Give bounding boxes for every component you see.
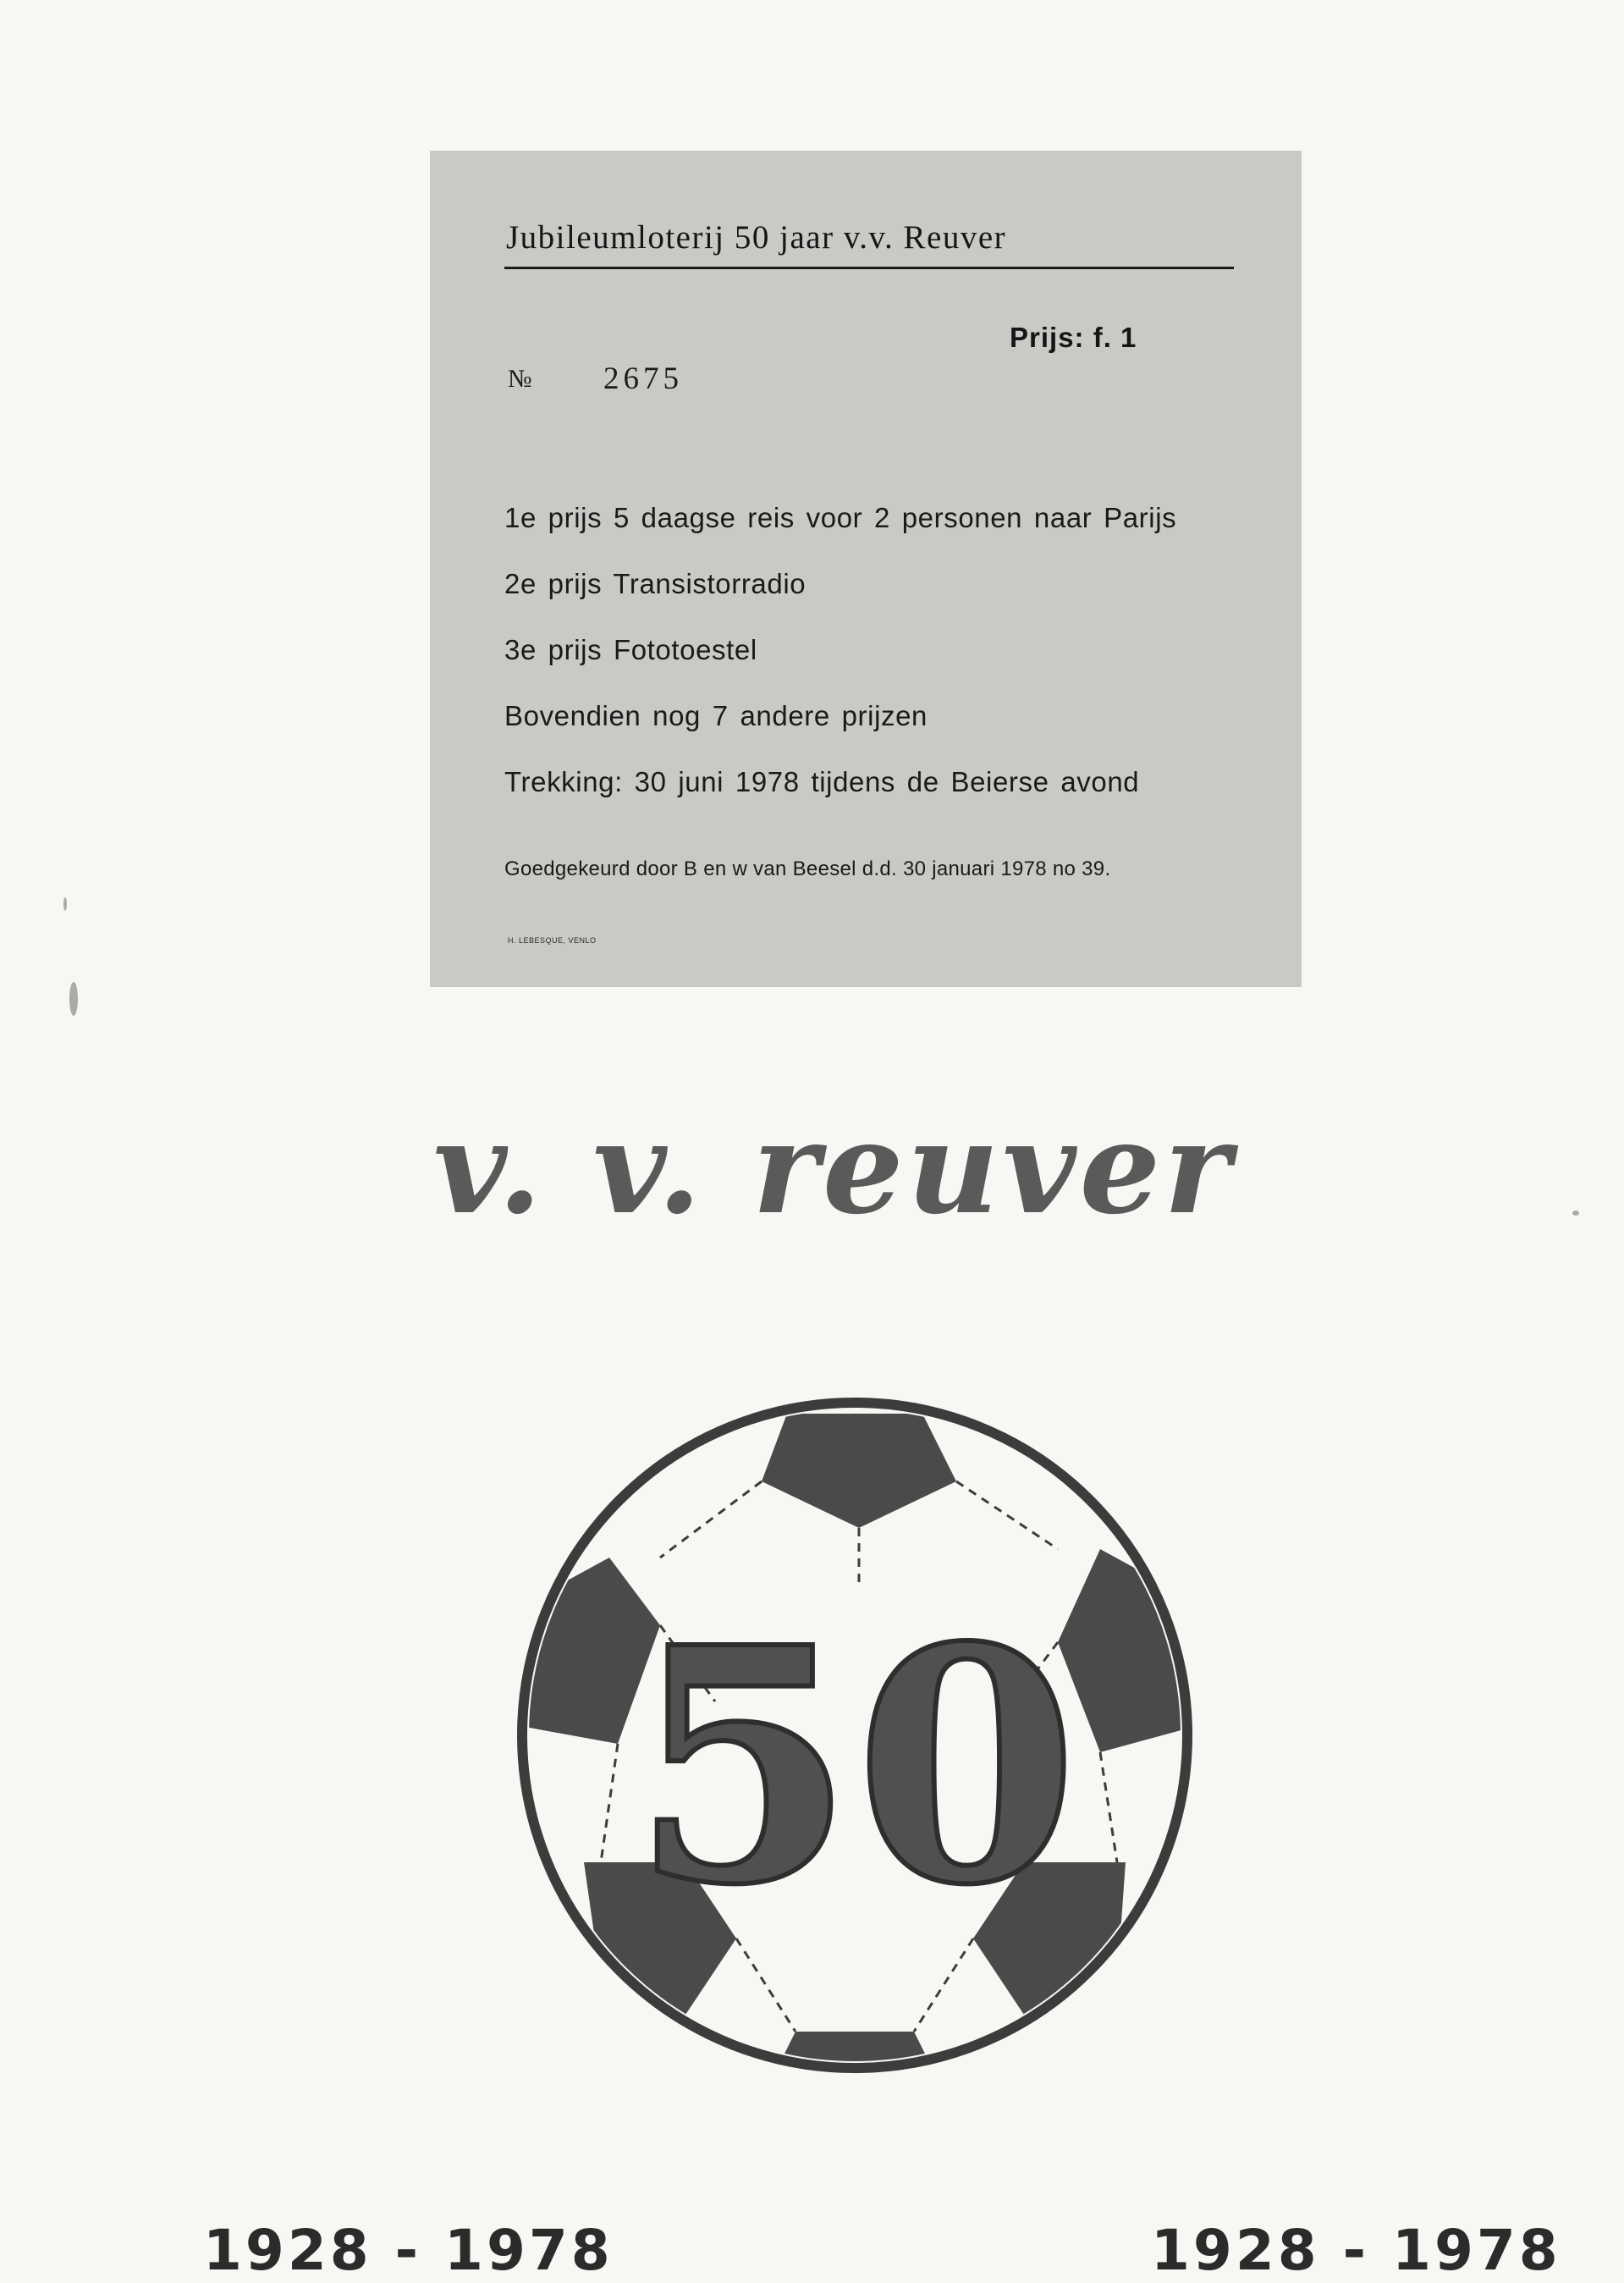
prize-line-first: 1e prijs 5 daagse reis voor 2 personen naar Parijs (504, 502, 1177, 533)
scan-speck (1572, 1210, 1579, 1216)
ticket-title: Jubileumloterij 50 jaar v.v. Reuver (506, 219, 1007, 256)
year-range-left: 1928 - 1978 (203, 2218, 614, 2283)
ticket-number: 2675 (603, 361, 683, 396)
jubilee-emblem (508, 1388, 1202, 2082)
soccer-ball-icon (508, 1388, 1202, 2082)
prize-line-second: 2e prijs Transistorradio (504, 568, 806, 599)
club-name: v. v. reuver (433, 1094, 1235, 1243)
scan-speck (63, 897, 67, 911)
prize-line-other: Bovendien nog 7 andere prijzen (504, 700, 928, 731)
ticket-number-label: № (508, 365, 532, 393)
printer-imprint: H. LEBESQUE, VENLO (508, 936, 597, 945)
approval-note: Goedgekeurd door B en w van Beesel d.d. 30 januari 1978 no 39. (504, 858, 1111, 880)
emblem-number: 50 (630, 1577, 1079, 1955)
ticket-price: Prijs: f. 1 (1010, 322, 1137, 353)
scan-speck (69, 982, 78, 1016)
prize-line-third: 3e prijs Fototoestel (504, 634, 757, 665)
year-range-right: 1928 - 1978 (1151, 2218, 1561, 2283)
draw-date-line: Trekking: 30 juni 1978 tijdens de Beierse avond (504, 766, 1140, 797)
title-underline (504, 267, 1234, 269)
lottery-ticket (430, 151, 1302, 987)
